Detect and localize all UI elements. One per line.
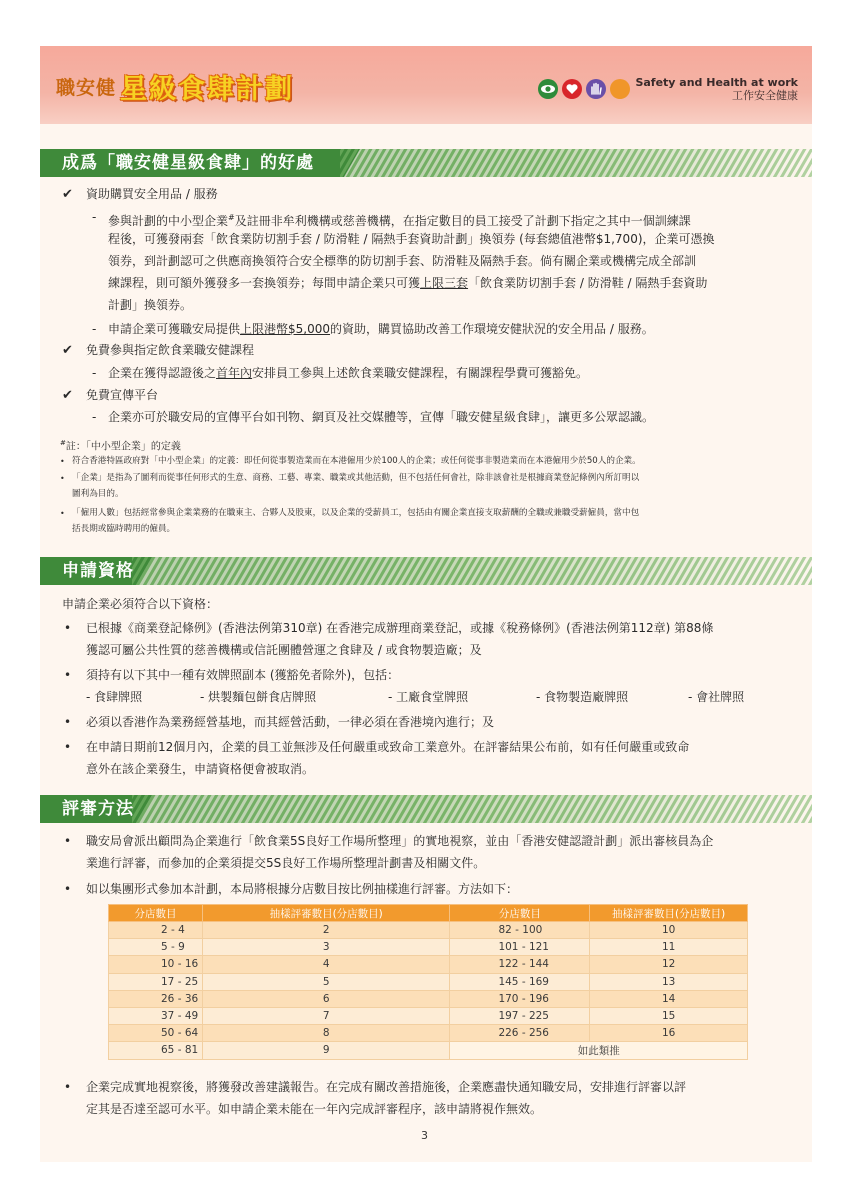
- table-cell: 3: [202, 939, 450, 956]
- subsidy-detail-line-1: 參與計劃的中小型企業#及註冊非牟利機構或慈善機構，在指定數目的員工接受了計劃下指定之其中一個訓練課: [108, 213, 691, 228]
- table-cell: 26 - 36: [109, 990, 203, 1007]
- eligibility-licence: 須持有以下其中一種有效牌照副本 (獲豁免者除外)，包括：: [86, 668, 400, 682]
- table-cell: 17 - 25: [109, 973, 203, 990]
- table-cell: 9: [202, 1042, 450, 1059]
- table-cell: 7: [202, 1007, 450, 1024]
- licence-club: - 會社牌照: [688, 690, 745, 704]
- subsidy-detail-line-4: 練課程，則可額外獲發多一套換領券；每間申請企業只可獲上限三套「飲食業防切割手套 / 防滑鞋 / 隔熱手套資助: [108, 276, 708, 290]
- brand-title: 星級食肆計劃: [120, 73, 295, 105]
- table-cell: 2: [202, 922, 450, 939]
- bullet-icon: •: [60, 474, 65, 483]
- benefit-promotion: 免費宣傳平台: [86, 388, 159, 402]
- column-header: 抽樣評審數目(分店數目): [590, 905, 748, 922]
- dash-icon: -: [92, 410, 97, 424]
- table-cell: 50 - 64: [109, 1025, 203, 1042]
- bullet-icon: •: [64, 715, 72, 729]
- subsidy-detail-line-2: 程後，可獲發兩套「飲食業防切割手套 / 防滑鞋 / 隔熱手套資助計劃」換領券 (每套總值港幣$1,700)，企業可憑換: [108, 232, 715, 246]
- logo-english: Safety and Health at work: [635, 76, 798, 89]
- sme-note-2-line-2: 圖利為目的。: [72, 489, 124, 499]
- table-cell: 2 - 4: [109, 922, 203, 939]
- table-cell: 5: [202, 973, 450, 990]
- table-cell: 122 - 144: [450, 956, 590, 973]
- table-cell: 101 - 121: [450, 939, 590, 956]
- benefit-free-course: 免費參與指定飲食業職安健課程: [86, 343, 255, 357]
- sme-note-3-line-2: 括長期或臨時聘用的僱員。: [72, 524, 176, 534]
- oshc-logo: [537, 76, 798, 102]
- subsidy-detail-line-5: 計劃」換領券。: [108, 298, 193, 312]
- table-cell: 226 - 256: [450, 1025, 590, 1042]
- benefit-subsidy: 資助購買安全用品 / 服務: [86, 187, 218, 201]
- promotion-detail: 企業亦可於職安局的宣傳平台如刊物、網頁及社交媒體等，宣傳「職安健星級食肆」，讓更多公眾認識。: [108, 410, 655, 424]
- table-cell: 13: [590, 973, 748, 990]
- subsidy-cap-line: 申請企業可獲職安局提供上限港幣$5,000的資助，購買協助改善工作環境安健狀況的安全用品 / 服務。: [108, 322, 654, 336]
- bullet-icon: •: [64, 621, 72, 635]
- sampling-table: [108, 904, 748, 1060]
- assessment-visit-line-1: 職安局會派出顧問為企業進行「飲食業5S良好工作場所整理」的實地視察，並由「香港安健認證計劃」派出審核員為企: [86, 834, 714, 848]
- checkmark-icon: ✔: [62, 187, 73, 202]
- bullet-icon: •: [60, 509, 65, 518]
- table-row: [109, 1042, 748, 1059]
- hand-icon: [585, 78, 607, 100]
- eligibility-accident-line-1: 在申請日期前12個月內，企業的員工並無涉及任何嚴重或致命工業意外。在評審結果公布前，如有任何嚴重或致命: [86, 740, 690, 754]
- section-title: 成爲「職安健星級食肆」的好處: [62, 153, 314, 173]
- table-cell: 10 - 16: [109, 956, 203, 973]
- sme-note-title: #註：「中小型企業」的定義: [60, 439, 181, 453]
- column-header: 分店數目: [450, 905, 590, 922]
- section-header-eligibility: [40, 557, 812, 585]
- assessment-group-sampling: 如以集團形式參加本計劃，本局將根據分店數目按比例抽樣進行評審。方法如下：: [86, 882, 519, 896]
- licence-factory-canteen: - 工廠食堂牌照: [388, 690, 469, 704]
- document-page: [40, 46, 812, 1162]
- dash-icon: -: [92, 322, 97, 336]
- table-row: [109, 973, 748, 990]
- column-header: 抽樣評審數目(分店數目): [202, 905, 450, 922]
- table-row: [109, 990, 748, 1007]
- column-header: 分店數目: [109, 905, 203, 922]
- table-cell: 11: [590, 939, 748, 956]
- heart-icon: [561, 78, 583, 100]
- logo-icons: [537, 78, 631, 100]
- table-row: [109, 922, 748, 939]
- bullet-icon: •: [64, 834, 72, 848]
- table-cell: 197 - 225: [450, 1007, 590, 1024]
- table-cell: 8: [202, 1025, 450, 1042]
- table-cell: 6: [202, 990, 450, 1007]
- assessment-report-line-2: 定其是否達至認可水平。如申請企業未能在一年內完成評審程序，該申請將視作無效。: [86, 1102, 543, 1116]
- licence-bakery: - 烘製麵包餅食店牌照: [200, 690, 317, 704]
- bullet-icon: •: [60, 457, 65, 466]
- programme-brand: [56, 66, 294, 106]
- table-cell: 82 - 100: [450, 922, 590, 939]
- eligibility-hk-base: 必須以香港作為業務經營基地，而其經營活動，一律必須在香港境內進行；及: [86, 715, 495, 729]
- table-cell: 10: [590, 922, 748, 939]
- licence-restaurant: - 食肆牌照: [86, 690, 143, 704]
- table-cell: 15: [590, 1007, 748, 1024]
- section-header-assessment: [40, 795, 812, 823]
- eye-icon: [537, 78, 559, 100]
- table-cell: 37 - 49: [109, 1007, 203, 1024]
- dash-icon: -: [92, 210, 97, 224]
- eligibility-registration-line-2: 獲認可屬公共性質的慈善機構或信託團體營運之食肆及 / 或食物製造廠；及: [86, 643, 482, 657]
- header-banner: [40, 46, 812, 124]
- table-cell: 14: [590, 990, 748, 1007]
- bullet-icon: •: [64, 668, 72, 682]
- table-header-row: [109, 905, 748, 922]
- orange-circle-icon: [609, 78, 631, 100]
- table-cell: 170 - 196: [450, 990, 590, 1007]
- table-cell: 145 - 169: [450, 973, 590, 990]
- licence-food-factory: - 食物製造廠牌照: [536, 690, 629, 704]
- sme-note-2-line-1: 「企業」是指為了圖利而從事任何形式的生意、商務、工藝、專業、職業或其他活動，但不包括任何會社，除非該會社是根據商業登記條例內所訂明以: [72, 473, 640, 483]
- table-cell: 65 - 81: [109, 1042, 203, 1059]
- table-row: [109, 1007, 748, 1024]
- bullet-icon: •: [64, 1080, 72, 1094]
- section-title: 申請資格: [62, 561, 134, 581]
- table-cell: 4: [202, 956, 450, 973]
- eligibility-accident-line-2: 意外在該企業發生，申請資格便會被取消。: [86, 762, 315, 776]
- subsidy-detail-line-3: 領券，到計劃認可之供應商換領符合安全標準的防切割手套、防滑鞋及隔熱手套。倘有關企業或機構完成全部訓: [108, 254, 697, 268]
- section-title: 評審方法: [62, 799, 134, 819]
- dash-icon: -: [92, 366, 97, 380]
- table-row: [109, 956, 748, 973]
- free-course-detail: 企業在獲得認證後之首年內安排員工參與上述飲食業職安健課程，有關課程學費可獲豁免。: [108, 366, 589, 380]
- brand-prefix: 職安健: [56, 76, 117, 99]
- eligibility-intro: 申請企業必須符合以下資格：: [62, 597, 219, 611]
- sme-note-3-line-1: 「僱用人數」包括經常參與企業業務的在職東主、合夥人及股東，以及企業的受薪員工，包括由有關企業直接支取薪酬的全職或兼職受薪僱員，當中包: [72, 508, 640, 518]
- table-row: [109, 939, 748, 956]
- logo-chinese: 工作安全健康: [732, 89, 798, 102]
- assessment-report-line-1: 企業完成實地視察後，將獲發改善建議報告。在完成有關改善措施後，企業應盡快通知職安局，安排進行評審以評: [86, 1080, 687, 1094]
- sme-note-1: 符合香港特區政府對「中小型企業」的定義：即任何從事製造業而在本港僱用少於100人的企業；或任何從事非製造業而在本港僱用少於50人的企業。: [72, 456, 641, 466]
- bullet-icon: •: [64, 740, 72, 754]
- logo-text: [635, 76, 798, 102]
- checkmark-icon: ✔: [62, 343, 73, 358]
- section-header-benefits: [40, 149, 812, 177]
- checkmark-icon: ✔: [62, 388, 73, 403]
- table-row: [109, 1025, 748, 1042]
- page-number: 3: [421, 1129, 428, 1142]
- bullet-icon: •: [64, 882, 72, 896]
- section-stripes: [40, 795, 812, 823]
- eligibility-registration-line-1: 已根據《商業登記條例》(香港法例第310章) 在香港完成辦理商業登記，或據《稅務條例》(香港法例第112章) 第88條: [86, 621, 714, 635]
- section-stripes: [40, 557, 812, 585]
- assessment-visit-line-2: 業進行評審，而參加的企業須提交5S良好工作場所整理計劃書及相關文件。: [86, 856, 486, 870]
- table-cell-etc: 如此類推: [450, 1042, 748, 1059]
- table-cell: 16: [590, 1025, 748, 1042]
- table-cell: 5 - 9: [109, 939, 203, 956]
- table-cell: 12: [590, 956, 748, 973]
